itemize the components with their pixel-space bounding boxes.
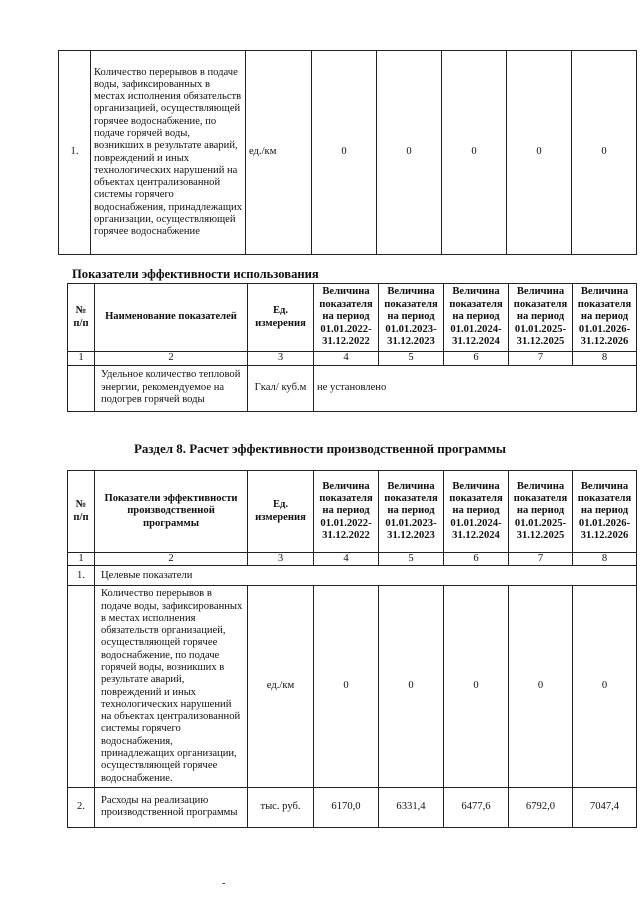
row-number: 1. <box>59 51 91 255</box>
row-number: 1. <box>68 566 95 586</box>
col-number: 6 <box>444 352 509 366</box>
column-number-row <box>68 352 637 366</box>
row-number <box>68 365 95 411</box>
col-number: 7 <box>509 352 573 366</box>
col-number: 8 <box>573 553 637 566</box>
table-row <box>68 365 637 411</box>
header-num: № п/п <box>68 471 95 553</box>
column-number-row <box>68 553 637 566</box>
col-number: 6 <box>444 553 509 566</box>
footer-mark: - <box>222 878 226 889</box>
col-number: 7 <box>509 553 573 566</box>
unit-cell: ед./км <box>246 51 312 255</box>
value-cell: 0 <box>507 51 572 255</box>
value-cell: 0 <box>377 51 442 255</box>
value-cell: 0 <box>312 51 377 255</box>
row-number: 2. <box>68 787 95 827</box>
efficiency-usage-table <box>67 283 637 412</box>
unit-cell: ед./км <box>248 586 314 788</box>
value-cell: 7047,4 <box>573 787 637 827</box>
indicator-name: Расходы на реализацию производственной программы <box>95 787 248 827</box>
program-efficiency-table <box>67 470 637 828</box>
value-cell: 0 <box>442 51 507 255</box>
col-number: 8 <box>573 352 637 366</box>
col-number: 3 <box>248 553 314 566</box>
unit-cell: тыс. руб. <box>248 787 314 827</box>
value-cell: 6477,6 <box>444 787 509 827</box>
indicator-name: Количество перерывов в подаче воды, зафиксированных в местах исполнения обязательств организацией, осуществляющей горячее водоснабжение, по подаче горячей воды, возникших в результате аварий, повреждений и иных технологических нарушений на объектах централизованной системы горячего водоснабжения, принадлежащих организации, осуществляющей горячее водоснабжение <box>91 51 246 255</box>
header-period: Величина показателя на период 01.01.2024-31.12.2024 <box>444 284 509 352</box>
col-number: 2 <box>95 553 248 566</box>
table-row <box>68 787 637 827</box>
value-cell: 6170,0 <box>314 787 379 827</box>
indicator-name: Количество перерывов в подаче воды, зафиксированных в местах исполнения обязательств организацией, осуществляющей горячее водоснабжение, по подаче горячей воды, возникших в результате аварий, повреждений и иных технологических нарушений на объектах централизованной системы горячего водоснабжения, принадлежащих организации, осуществляющей горячее водоснабжение. <box>95 586 248 788</box>
header-period: Величина показателя на период 01.01.2022-31.12.2022 <box>314 284 379 352</box>
header-period: Величина показателя на период 01.01.2026-31.12.2026 <box>573 284 637 352</box>
value-cell: не установлено <box>314 365 637 411</box>
header-period: Величина показателя на период 01.01.2025-31.12.2025 <box>509 284 573 352</box>
header-unit: Ед. измерения <box>248 284 314 352</box>
col-number: 5 <box>379 553 444 566</box>
row-number <box>68 586 95 788</box>
value-cell: 0 <box>379 586 444 788</box>
col-number: 4 <box>314 352 379 366</box>
col-number: 3 <box>248 352 314 366</box>
header-name: Наименование показателей <box>95 284 248 352</box>
value-cell: 0 <box>444 586 509 788</box>
col-number: 1 <box>68 352 95 366</box>
value-cell: 0 <box>314 586 379 788</box>
header-unit: Ед. измерения <box>248 471 314 553</box>
value-cell: 6792,0 <box>509 787 573 827</box>
header-period: Величина показателя на период 01.01.2024-31.12.2024 <box>444 471 509 553</box>
group-row <box>68 566 637 586</box>
header-period: Величина показателя на период 01.01.2026-31.12.2026 <box>573 471 637 553</box>
table-row <box>59 51 637 255</box>
indicator-name: Удельное количество тепловой энергии, рекомендуемое на подогрев горячей воды <box>95 365 248 411</box>
header-period: Величина показателя на период 01.01.2023-31.12.2023 <box>379 471 444 553</box>
header-period: Величина показателя на период 01.01.2023-31.12.2023 <box>379 284 444 352</box>
header-row <box>68 471 637 553</box>
value-cell: 6331,4 <box>379 787 444 827</box>
razdel-title: Раздел 8. Расчет эффективности производственной программы <box>133 441 507 456</box>
group-name: Целевые показатели <box>95 566 637 586</box>
value-cell: 0 <box>573 586 637 788</box>
header-row <box>68 284 637 352</box>
header-period: Величина показателя на период 01.01.2025-31.12.2025 <box>509 471 573 553</box>
header-name: Показатели эффективности производственной программы <box>95 471 248 553</box>
col-number: 4 <box>314 553 379 566</box>
col-number: 5 <box>379 352 444 366</box>
section-title: Показатели эффективности использования <box>72 267 319 281</box>
table-row <box>68 586 637 788</box>
interruptions-table-top <box>58 50 637 255</box>
col-number: 2 <box>95 352 248 366</box>
value-cell: 0 <box>509 586 573 788</box>
unit-cell: Гкал/ куб.м <box>248 365 314 411</box>
col-number: 1 <box>68 553 95 566</box>
header-period: Величина показателя на период 01.01.2022-31.12.2022 <box>314 471 379 553</box>
header-num: № п/п <box>68 284 95 352</box>
value-cell: 0 <box>572 51 637 255</box>
